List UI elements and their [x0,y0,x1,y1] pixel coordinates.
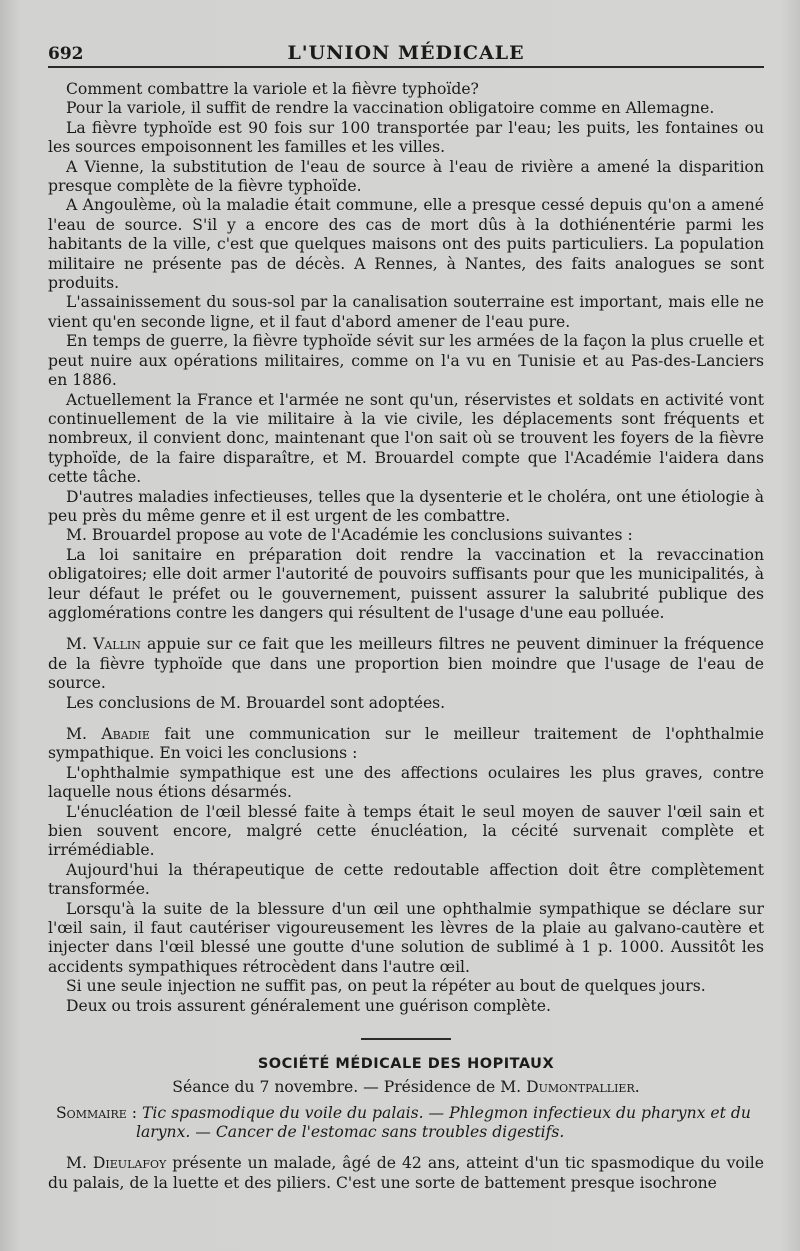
session-line [48,1078,764,1097]
speaker-text: présente un malade, âgé de 42 ans, atteint d'un tic spasmodique du voile du palais, de la luette et des piliers. C'est une sorte de battement presque isochrone [48,1154,764,1192]
summary-topics: Tic spasmodique du voile du palais. — Phlegmon infectieux du pharynx et du [142,1103,751,1122]
paragraph: Les conclusions de M. Brouardel sont adoptées. [66,693,446,712]
paragraph: La loi sanitaire en préparation doit rendre la vaccination et la revaccination obligatoires; elle doit armer l'autorité de pouvoirs suffisants pour que les municipalités, à leur défaut le préfet ou le gouvernement, puissent assurer la salubrité publique des agglomérations contre les dangers qui résultent de l'usage d'une eau polluée. [48,545,764,622]
summary-topics-cont: larynx. — Cancer de l'estomac sans troubles digestifs. [136,1122,565,1141]
page-header [48,40,764,68]
running-title: L'UNION MÉDICALE [287,42,525,64]
article-body [48,80,764,1016]
speaker-text: fait une communication sur le meilleur traitement de l'ophthalmie sympathique. En voici les conclusions : [48,725,764,763]
section-divider [361,1038,451,1040]
speaker-text: appuie sur ce fait que les meilleurs filtres ne peuvent diminuer la fréquence de la fièvre typhoïde que dans une proportion bien moindre que l'usage de l'eau de source. [48,635,764,693]
abadie-paragraph [48,725,764,764]
paragraph: M. Brouardel propose au vote de l'Académie les conclusions suivantes : [66,526,633,545]
dieulafoy-paragraph [48,1154,764,1193]
paragraph: La fièvre typhoïde est 90 fois sur 100 transportée par l'eau; les puits, les fontaines ou les sources empoisonnent les familles et les villes. [48,118,764,157]
dieulafoy-body [48,1154,764,1193]
paragraph: A Angoulème, où la maladie était commune, elle a presque cessé depuis qu'on a amené l'eau de source. S'il y a encore des cas de mort dûs à la dothiénentérie parmi les habitants de la ville, c'est que quelques maisons ont des puits particuliers. La population militaire ne présente pas de décès. A Rennes, à Nantes, des faits analogues se sont produits. [48,196,764,293]
speaker-name: M. Vallin [66,635,141,654]
session-prefix: Séance du 7 novembre. — Présidence de M. [172,1078,527,1097]
paragraph: L'assainissement du sous-sol par la canalisation souterraine est important, mais elle ne vient qu'en seconde ligne, et il faut d'abord amener de l'eau pure. [48,293,764,331]
paragraph: L'énucléation de l'œil blessé faite à temps était le seul moyen de sauver l'œil sain et bien souvent encore, malgré cette énucléation, la cécité survenait complète et irrémédiable. [48,802,764,860]
president-name: Dumontpallier [526,1078,635,1097]
paragraph: A Vienne, la substitution de l'eau de source à l'eau de rivière a amené la disparition presque complète de la fièvre typhoïde. [48,157,764,196]
summary [48,1104,764,1143]
page-number: 692 [48,44,84,64]
session-suffix: . [634,1078,640,1097]
paragraph: Si une seule injection ne suffit pas, on peut la répéter au bout de quelques jours. [66,977,706,996]
speaker-name: M. Dieulafoy [66,1154,167,1173]
paragraph: L'ophthalmie sympathique est une des affections oculaires les plus graves, contre laquelle nous étions désarmés. [48,763,764,802]
paragraph: En temps de guerre, la fièvre typhoïde sévit sur les armées de la façon la plus cruelle et peut nuire aux opérations militaires, comme on l'a vu en Tunisie et au Pas-des-Lanciers en 1886. [48,332,764,390]
paragraph: Pour la variole, il suffit de rendre la vaccination obligatoire comme en Allemagne. [66,99,715,118]
paragraph: Comment combattre la variole et la fièvre typhoïde? [66,80,479,98]
vallin-paragraph [48,635,764,693]
paragraph: Actuellement la France et l'armée ne sont qu'un, réservistes et soldats en activité vont continuellement de la vie militaire à la vie civile, les déplacements sont fréquents et nombreux, il convient donc, maintenant que l'on sait où se trouvent les foyers de la fièvre typhoïde, de la faire disparaître, et M. Brouardel compte que l'Académie l'aidera dans cette tâche. [48,390,764,487]
paragraph: Aujourd'hui la thérapeutique de cette redoutable affection doit être complètement transformée. [48,860,764,899]
paragraph: D'autres maladies infectieuses, telles que la dysenterie et le choléra, ont une étiologie à peu près du même genre et il est urgent de les combattre. [48,487,764,525]
speaker-name: M. Abadie [66,725,150,743]
paragraph: Deux ou trois assurent généralement une guérison complète. [66,996,551,1015]
section-title: SOCIÉTÉ MÉDICALE DES HOPITAUX [257,1056,555,1073]
summary-label: Sommaire [56,1103,127,1122]
summary-sep: : [126,1103,143,1122]
paragraph: Lorsqu'à la suite de la blessure d'un œil une ophthalmie sympathique se déclare sur l'œil sain, il faut cautériser vigoureusement les lèvres de la plaie au galvano-cautère et injecter dans l'œil blessé une goutte d'une solution de sublimé à 1 p. 1000. Aussitôt les accidents sympathiques rétrocèdent dans l'autre œil. [48,899,764,976]
